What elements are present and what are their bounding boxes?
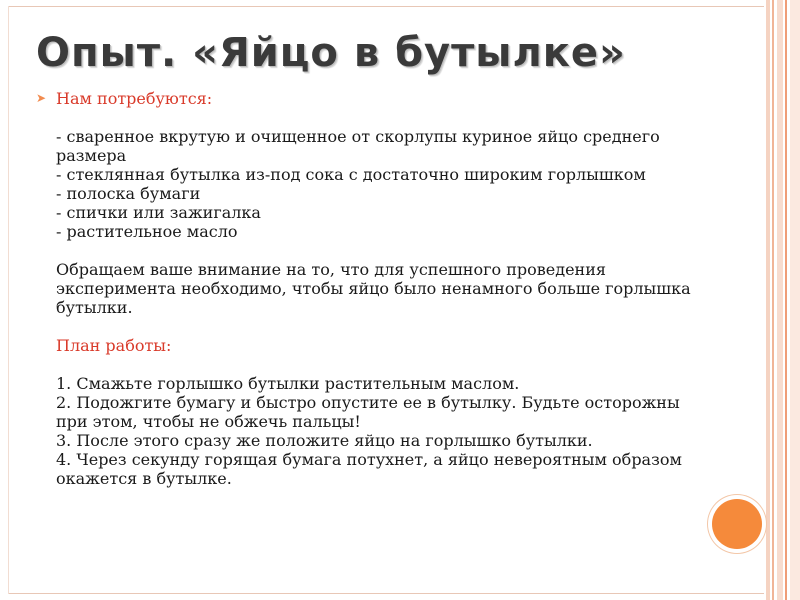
- note-line: Обращаем ваше внимание на то, что для успешного проведения: [56, 260, 606, 279]
- needed-heading: Нам потребуются:: [56, 89, 213, 108]
- spacer: [56, 355, 716, 374]
- ingredient-item: - полоска бумаги: [56, 184, 201, 203]
- ingredient-item: - спички или зажигалка: [56, 203, 261, 222]
- plan-step: при этом, чтобы не обжечь пальцы!: [56, 412, 361, 431]
- ingredient-item: - сваренное вкрутую и очищенное от скорлупы куриное яйцо среднего: [56, 127, 660, 146]
- decor-stripe: [785, 0, 787, 600]
- ingredient-item: размера: [56, 146, 127, 165]
- spacer: [56, 241, 716, 260]
- frame-bottom-line: [8, 593, 764, 594]
- decor-stripe: [790, 0, 800, 600]
- frame-left-line: [8, 6, 9, 594]
- decor-stripe: [777, 0, 783, 600]
- spacer: [56, 317, 716, 336]
- plan-step: 2. Подожгите бумагу и быстро опустите ее в бутылку. Будьте осторожны: [56, 393, 680, 412]
- slide-content: [56, 89, 716, 488]
- plan-heading: План работы:: [56, 336, 172, 355]
- plan-step: 4. Через секунду горящая бумага потухнет, а яйцо невероятным образом: [56, 450, 682, 469]
- plan-step: 3. После этого сразу же положите яйцо на горлышко бутылки.: [56, 431, 593, 450]
- ingredient-item: - растительное масло: [56, 222, 238, 241]
- decor-circle: [712, 499, 762, 549]
- decor-stripe: [772, 0, 774, 600]
- plan-step: окажется в бутылке.: [56, 469, 232, 488]
- plan-step: 1. Смажьте горлышко бутылки растительным маслом.: [56, 374, 520, 393]
- ingredient-item: - стеклянная бутылка из-под сока с достаточно широким горлышком: [56, 165, 646, 184]
- arrow-bullet-icon: ➤: [36, 91, 47, 105]
- slide-title: Опыт. «Яйцо в бутылке»: [36, 30, 626, 76]
- frame-top-line: [8, 6, 764, 7]
- note-line: бутылки.: [56, 298, 133, 317]
- note-line: эксперимента необходимо, чтобы яйцо было ненамного больше горлышка: [56, 279, 691, 298]
- spacer: [56, 108, 716, 127]
- decor-stripe: [766, 0, 770, 600]
